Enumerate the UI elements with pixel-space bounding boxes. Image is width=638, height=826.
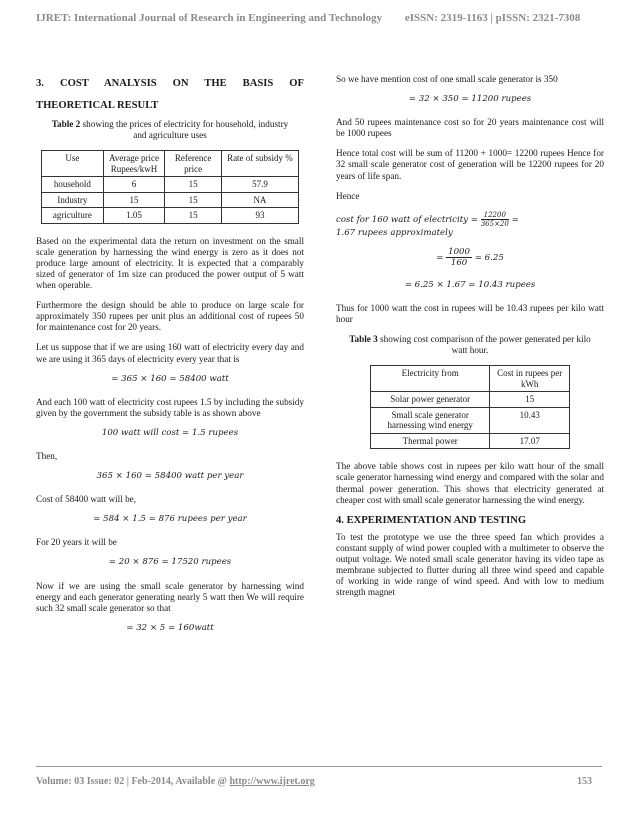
fraction-numerator: 12200 [481, 211, 509, 220]
table-3 [370, 365, 570, 449]
table-cell: NA [221, 192, 298, 208]
table-2 [41, 150, 299, 224]
paragraph: For 20 years it will be [36, 537, 117, 548]
table-cell: 15 [165, 177, 222, 193]
page-number: 153 [577, 776, 592, 787]
equation: = 20 × 876 = 17520 rupees [108, 557, 232, 568]
journal-link[interactable]: http://www.ijret.org [229, 776, 315, 787]
table-header-cell: Cost in rupees per kWh [490, 366, 570, 392]
table-row [42, 192, 299, 208]
journal-name: IJRET: International Journal of Research in Engineering and Technology [36, 12, 383, 24]
fraction [446, 247, 472, 268]
equation: = 32 × 350 = 11200 rupees [408, 94, 532, 105]
fraction [481, 211, 509, 228]
table-header-cell: Electricity from [371, 366, 490, 392]
table-cell: 15 [490, 392, 570, 408]
equation: = 584 × 1.5 = 876 rupees per year [93, 514, 247, 525]
equation-text: 1.67 rupees approximately [336, 227, 453, 238]
equation-text: = 6.25 [472, 252, 504, 263]
table-cell: 17.07 [490, 433, 570, 449]
paragraph: Thus for 1000 watt the cost in rupees will be 10.43 rupees per kilo watt hour [336, 302, 604, 325]
table2-caption [46, 119, 294, 141]
section-3-title-line2: THEORETICAL RESULT [36, 100, 159, 111]
table2-caption-text: showing the prices of electricity for household, industry and agriculture uses [80, 119, 289, 141]
table3-caption [346, 334, 594, 356]
section-3-title-line1: 3. COST ANALYSIS ON THE BASIS OF [36, 78, 304, 89]
table-header-cell: Rate of subsidy % [221, 151, 298, 177]
table-cell: 1.05 [103, 208, 165, 224]
paragraph: Furthermore the design should be able to produce on large scale for approximately 350 rupees per unit plus an additional cost of rupees 50 for maintenance cost for 20 years. [36, 300, 304, 333]
section-4-title: 4. EXPERIMENTATION AND TESTING [336, 514, 527, 526]
table-header-row [371, 366, 570, 392]
table-header-row [42, 151, 299, 177]
paragraph: And each 100 watt of electricity cost rupees 1.5 by including the subsidy given by the government the subsidy table is as shown above [36, 396, 304, 418]
table3-caption-text: showing cost comparison of the power generated per kilo watt hour. [377, 334, 591, 356]
paragraph: To test the prototype we use the three speed fan which provides a constant supply of wind power coupled with a multimeter to observe the output voltage. We noted small scale generator having its video tape as membrane subjected to flutter during all three wind speed and capable of working in wide range of wind speed. And with low to medium strength magnet [336, 531, 604, 598]
issn: eISSN: 2319-1163 | pISSN: 2321-7308 [404, 12, 581, 24]
table-cell: 93 [221, 208, 298, 224]
equation-text: = [436, 252, 447, 263]
equation: 365 × 160 = 58400 watt per year [96, 471, 244, 482]
table-header-cell: Average price Rupees/kwH [103, 151, 165, 177]
table-cell: 57.9 [221, 177, 298, 193]
paragraph: Based on the experimental data the return on investment on the small scale generation by harnessing the wind energy is zero as it does not produce large amount of electricity. It is expected that a comparably sized of generator of 1m size can produced the power output of 5 watt when operable. [36, 235, 304, 291]
table-cell: Small scale generator harnessing wind energy [371, 407, 490, 433]
paragraph: Hence total cost will be sum of 11200 + 1000= 12200 rupees Hence for 32 small scale generator cost of generation will be 12200 rupees for 20 years of life span. [336, 148, 604, 181]
table2-label: Table 2 [51, 119, 81, 129]
table-cell: 6 [103, 177, 165, 193]
fraction-denominator: 365×20 [480, 219, 509, 228]
table3-label: Table 3 [349, 334, 378, 345]
equation: 100 watt will cost = 1.5 rupees [101, 427, 239, 438]
volume-info: Volume: 03 Issue: 02 | Feb-2014, Available @ [36, 776, 230, 787]
paragraph: Let us suppose that if we are using 160 watt of electricity every day and we are using it 365 days of electricity every year that is [36, 342, 304, 364]
left-column [36, 74, 304, 646]
table-row [42, 177, 299, 193]
paragraph: Hence [336, 190, 360, 201]
footer-divider [36, 766, 602, 767]
equation: = 365 × 160 = 58400 watt [111, 373, 229, 384]
right-column [336, 74, 604, 607]
table-cell: 15 [165, 208, 222, 224]
paragraph: Cost of 58400 watt will be, [36, 494, 137, 505]
table-row [371, 433, 570, 449]
table-cell: 15 [103, 192, 165, 208]
table-row [371, 392, 570, 408]
paragraph: Now if we are using the small scale generator by harnessing wind energy and each generator generating nearly 5 watt then We will require such 32 small scale generator so that [36, 580, 304, 613]
table-cell: Solar power generator [371, 392, 490, 408]
table-header-cell: Reference price [165, 151, 222, 177]
equation: = 6.25 × 1.67 = 10.43 rupees [404, 279, 536, 290]
equation-fraction [336, 247, 604, 268]
table-cell: Industry [42, 192, 104, 208]
equation-cost-per-watt [336, 211, 604, 239]
running-footer [36, 776, 602, 787]
table-cell: household [42, 177, 104, 193]
fraction-numerator: 1000 [448, 246, 470, 257]
table-row [371, 407, 570, 433]
table-row [42, 208, 299, 224]
paragraph: The above table shows cost in rupees per kilo watt hour of the small scale generator harnessing wind energy and compared with the solar and thermal power generation. This shows that electricity generated at cheaper cost with small scale generator harnessing the wind energy. [336, 461, 604, 505]
running-header [36, 12, 602, 24]
equation: = 32 × 5 = 160watt [126, 622, 214, 633]
paragraph: So we have mention cost of one small scale generator is 350 [336, 74, 558, 84]
equation-text: = [508, 214, 519, 225]
paragraph: And 50 rupees maintenance cost so for 20 years maintenance cost will be 1000 rupees [336, 117, 604, 139]
fraction-denominator: 160 [450, 257, 468, 268]
paragraph: Then, [36, 451, 58, 461]
equation-text: cost for 160 watt of electricity = [336, 214, 481, 225]
table-cell: 10.43 [490, 407, 570, 433]
table-cell: agriculture [42, 208, 104, 224]
table-cell: Thermal power [371, 433, 490, 449]
table-header-cell: Use [42, 151, 104, 177]
table-cell: 15 [165, 192, 222, 208]
